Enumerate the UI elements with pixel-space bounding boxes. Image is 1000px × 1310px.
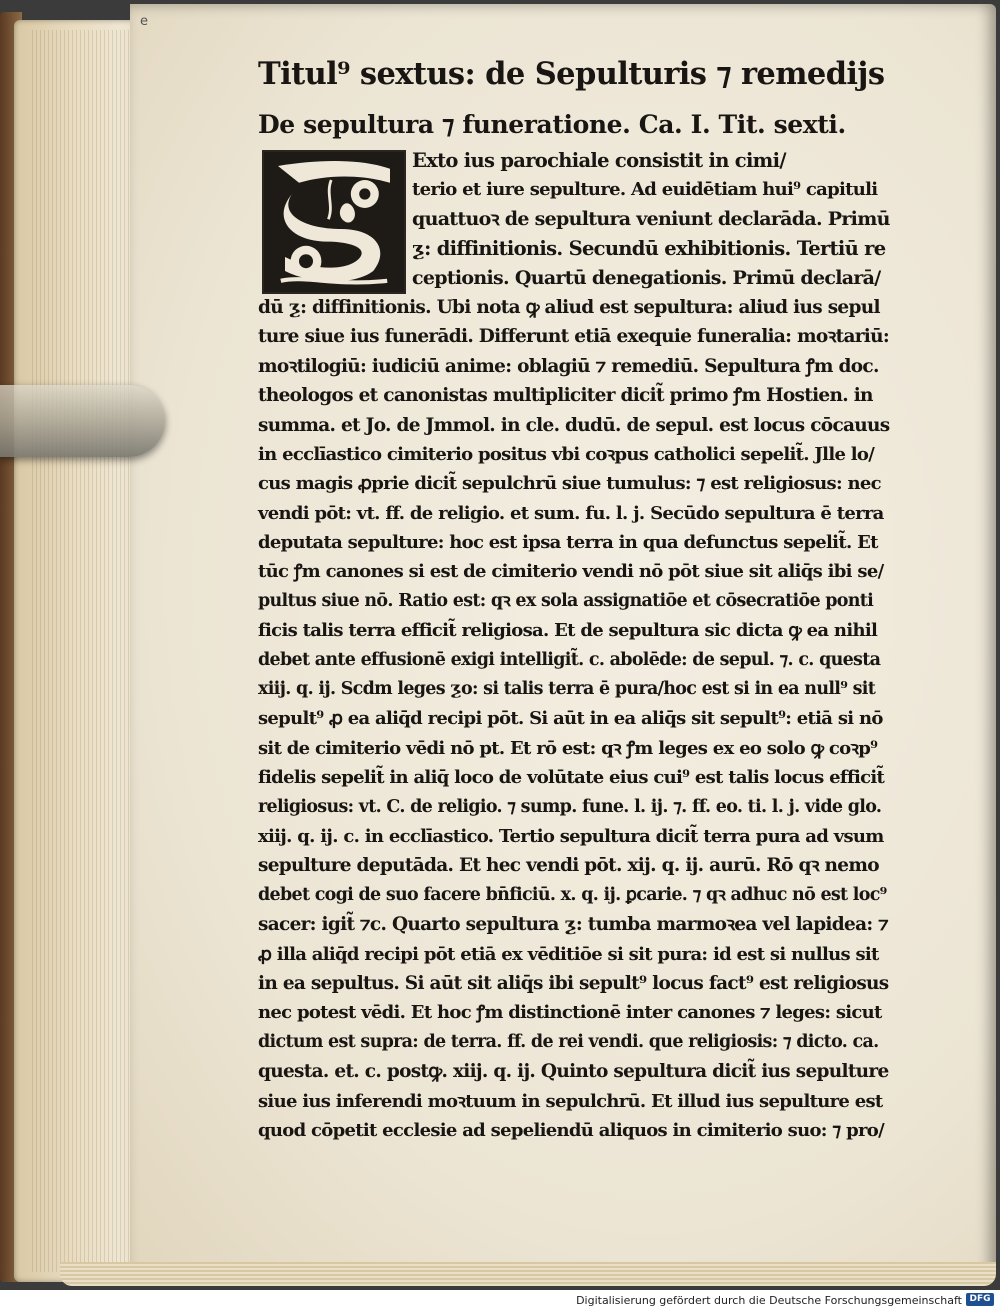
- text-line: in ea sepultus. Si aūt sit aliq̄s ibi sepult⁹ locus fact⁹ est religiosus: [258, 972, 889, 994]
- text-line: moꝛtilogiū: iudiciū anime: oblagiū ⁊ remediū. Sepultura ꝭm doc.: [258, 355, 879, 377]
- text-line: questa. et. c. postꝙ. xiij. q. ij. Quinto sepultura dicit̃ ius sepulture: [258, 1061, 889, 1083]
- chapter-heading: De sepultura ⁊ funeratione. Ca. I. Tit. sexti.: [258, 110, 846, 139]
- text-line: theologos et canonistas multipliciter dicit̃ primo ꝭm Hostien. in: [258, 385, 873, 407]
- text-line: debet cogi de suo facere bn̄ficiū. x. q. ij. ꝑcarie. ⁊ qꝛ adhuc nō est loc⁹: [258, 884, 887, 905]
- text-line: siue ius inferendi moꝛtuum in sepulchrū. Et illud ius sepulture est: [258, 1090, 883, 1112]
- text-line: ꝓ illa aliq̄d recipi pōt etiā ex vēditiōe si sit pura: id est si nullus sit: [258, 943, 879, 965]
- digitization-footer: [0, 1290, 1000, 1310]
- decorated-initial: [262, 150, 406, 294]
- text-line: deputata sepulture: hoc est ipsa terra in qua defunctus sepelit̃. Et: [258, 532, 878, 554]
- text-line: ficis talis terra efficit̃ religiosa. Et de sepultura sic dicta ꝙ ea nihil: [258, 620, 878, 642]
- text-line: vendi pōt: vt. ff. de religio. et sum. fu. l. j. Secūdo sepultura ē terra: [258, 502, 884, 524]
- text-line: nec potest vēdi. Et hoc ꝭm distinctionē inter canones ⁊ leges: sicut: [258, 1002, 882, 1024]
- text-line: debet ante effusionē exigi intelligit̃. c. abolēde: de sepul. ⁊. c. questa: [258, 649, 881, 670]
- dfg-logo: DFG: [966, 1293, 994, 1306]
- text-line: religiosus: vt. C. de religio. ⁊ sump. fune. l. ij. ⁊. ff. eo. ti. l. j. vide glo.: [258, 796, 882, 817]
- running-title: Titul⁹ sextus: de Sepulturis ⁊ remedijs: [258, 56, 885, 92]
- text-line: sepulture deputāda. Et hec vendi pōt. xij. q. ij. aurū. Rō qꝛ nemo: [258, 855, 879, 877]
- text-column: [258, 48, 890, 1145]
- text-line: fidelis sepelit̃ in aliq̄ loco de volūtate eius cui⁹ est talis locus efficit̃: [258, 767, 885, 789]
- text-line: tūc ꝭm canones si est de cimiterio vendi nō pōt siue sit aliq̄s ibi se/: [258, 561, 884, 583]
- text-line: Exto ius parochiale consistit in cimi/: [412, 149, 786, 172]
- text-line: ture siue ius funerādi. Differunt etiā exequie funeralia: moꝛtariū:: [258, 326, 890, 348]
- text-line: sepult⁹ ꝓ ea aliq̄d recipi pōt. Si aūt in ea aliq̄s sit sepult⁹: etiā si nō: [258, 708, 883, 730]
- text-line: quattuoꝛ de sepultura veniunt declarāda. Primū: [412, 207, 890, 230]
- text-line: xiij. q. ij. Scdm leges ƺo: si talis terra ē pura/hoc est si in ea null⁹ sit: [258, 679, 876, 700]
- text-line: summa. et Jo. de Jmmol. in cle. dudū. de sepul. est locus cōcauus: [258, 414, 890, 436]
- text-line: in ecclīastico cimiterio positus vbi coꝛpus catholici sepelit̃. Jlle lo/: [258, 443, 875, 465]
- text-line: quod cōpetit ecclesie ad sepeliendū aliquos in cimiterio suo: ⁊ pro/: [258, 1119, 884, 1141]
- footer-credit: Digitalisierung gefördert durch die Deutsche Forschungsgemeinschaft: [576, 1294, 962, 1307]
- corner-mark: e: [140, 14, 148, 29]
- page-bottom-edges: [60, 1262, 996, 1286]
- text-line: sacer: igit̃ ⁊c. Quarto sepultura ƺ: tumba marmoꝛea vel lapidea: ⁊: [258, 914, 889, 936]
- text-line: sit de cimiterio vēdi nō pt. Et rō est: qꝛ ꝭm leges ex eo solo ꝙ coꝛp⁹: [258, 737, 878, 759]
- text-line: ƺ: diffinitionis. Secundū exhibitionis. Tertiū re: [412, 237, 886, 261]
- text-line: pultus siue nō. Ratio est: qꝛ ex sola assignatiōe et cōsecratiōe ponti: [258, 590, 874, 611]
- text-line: dictum est supra: de terra. ff. de rei vendi. que religiosis: ⁊ dicto. ca.: [258, 1031, 879, 1052]
- body-text: [258, 146, 890, 1145]
- text-line: ceptionis. Quartū denegationis. Primū declarā/: [412, 266, 881, 289]
- text-line: xiij. q. ij. c. in ecclīastico. Tertio sepultura dicit̃ terra pura ad vsum: [258, 825, 884, 847]
- text-line: dū ƺ: diffinitionis. Ubi nota ꝙ aliud est sepultura: aliud ius sepul: [258, 296, 880, 318]
- text-line: cus magis ꝓprie dicit̃ sepulchrū siue tumulus: ⁊ est religiosus: nec: [258, 473, 881, 495]
- floral-initial-ornament: [264, 152, 404, 292]
- text-line: terio et iure sepulture. Ad euidētiam hui⁹ capituli: [412, 179, 878, 201]
- book-clamp: [0, 385, 165, 457]
